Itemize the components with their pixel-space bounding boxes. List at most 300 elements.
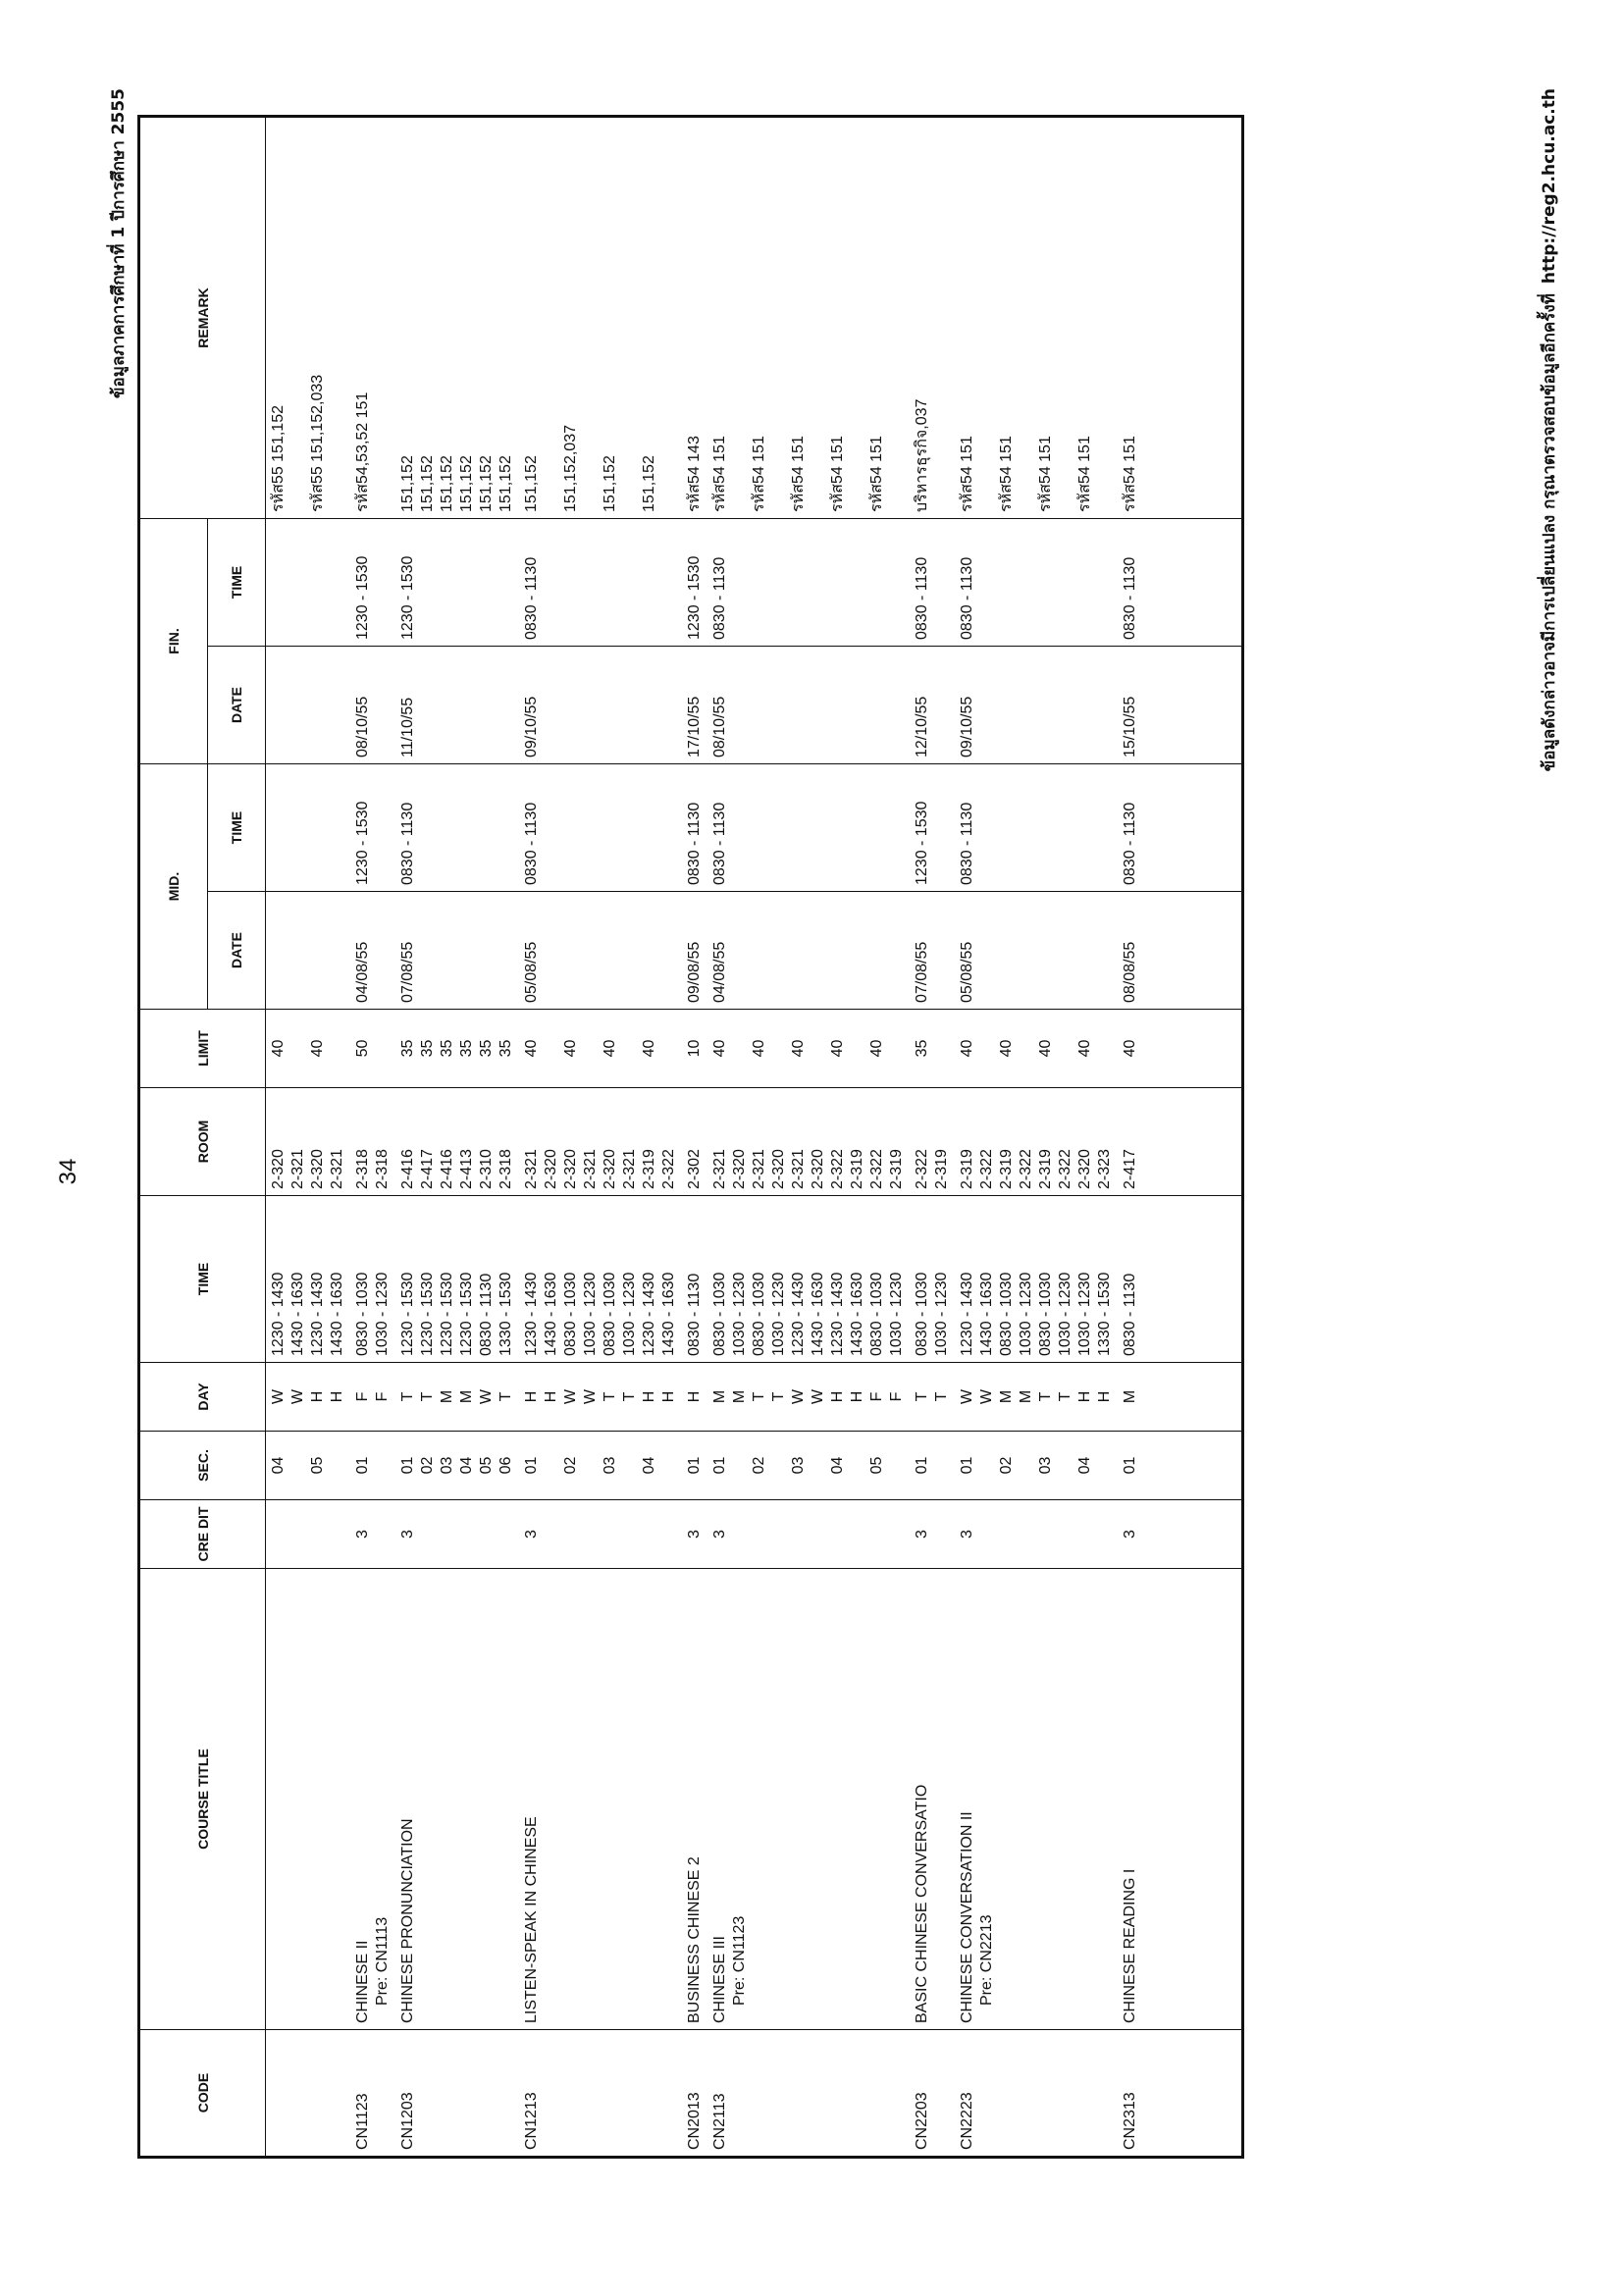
room-line: 2-319 bbox=[1037, 1149, 1054, 1189]
course-title-text: CHINESE II bbox=[354, 1940, 371, 2023]
section-line: 04 bbox=[458, 1456, 475, 1475]
course-title-text: BUSINESS CHINESE 2 bbox=[686, 1856, 703, 2023]
section-line: 02 bbox=[998, 1456, 1015, 1475]
remark bbox=[910, 116, 955, 518]
limit-line bbox=[977, 1016, 997, 1081]
limit bbox=[682, 1010, 707, 1088]
remark bbox=[519, 116, 682, 518]
class-time-line: 1430 - 1630 bbox=[329, 1272, 345, 1356]
course-row bbox=[395, 116, 519, 2157]
remark-line: 151,152 bbox=[439, 455, 455, 512]
room-line: 2-320 bbox=[309, 1149, 326, 1189]
mid-time bbox=[1118, 764, 1243, 892]
remark bbox=[955, 116, 1118, 518]
room-line: 2-319 bbox=[888, 1149, 905, 1189]
section-line: 01 bbox=[686, 1456, 703, 1475]
limit bbox=[350, 1010, 395, 1088]
class-time-line: 1230 - 1430 bbox=[523, 1272, 540, 1356]
section-line bbox=[977, 1437, 997, 1493]
class-time-line: 0830 - 1030 bbox=[562, 1272, 579, 1356]
credit bbox=[395, 1500, 519, 1569]
credit bbox=[682, 1500, 707, 1569]
room-line: 2-321 bbox=[621, 1149, 638, 1189]
day-line: H bbox=[543, 1390, 559, 1403]
day-line: T bbox=[621, 1391, 638, 1402]
remark-line bbox=[659, 124, 679, 512]
fin-time-text: 0830 - 1130 bbox=[711, 556, 728, 640]
credit-text: 3 bbox=[399, 1530, 416, 1539]
limit-line: 40 bbox=[1037, 1039, 1054, 1058]
class-time bbox=[682, 1196, 707, 1363]
limit bbox=[395, 1010, 519, 1088]
day-line: W bbox=[582, 1388, 599, 1405]
day-line: T bbox=[419, 1391, 436, 1402]
credit bbox=[266, 1500, 351, 1569]
room bbox=[266, 1088, 351, 1196]
course-title-text: BASIC CHINESE CONVERSATIO bbox=[914, 1784, 930, 2023]
prerequisite-text: Pre: CN1123 bbox=[731, 1915, 748, 2006]
header-limit: LIMIT bbox=[139, 1010, 266, 1088]
course-title bbox=[955, 1569, 1118, 2030]
mid-date bbox=[350, 892, 395, 1010]
class-time-line: 1030 - 1230 bbox=[770, 1272, 787, 1356]
header-time: TIME bbox=[139, 1196, 266, 1363]
fin-time bbox=[682, 518, 707, 646]
section-line: 02 bbox=[751, 1456, 767, 1475]
fin-date-text: 11/10/55 bbox=[399, 697, 416, 757]
day-line: T bbox=[751, 1391, 767, 1402]
section-line: 06 bbox=[497, 1456, 514, 1475]
mid-time bbox=[707, 764, 910, 892]
limit-line: 40 bbox=[711, 1039, 728, 1058]
fin-date-text: 08/10/55 bbox=[711, 696, 728, 757]
fin-date bbox=[1118, 647, 1243, 764]
section-line: 05 bbox=[309, 1456, 326, 1475]
class-time bbox=[350, 1196, 395, 1363]
limit-line: 40 bbox=[641, 1039, 657, 1058]
day-line: M bbox=[998, 1389, 1015, 1404]
class-time-line: 1430 - 1630 bbox=[289, 1272, 306, 1356]
fin-time bbox=[350, 518, 395, 646]
course-title bbox=[266, 1569, 351, 2030]
day-line: F bbox=[374, 1391, 391, 1402]
credit-text: 3 bbox=[686, 1530, 703, 1539]
course-title-text: LISTEN-SPEAK IN CHINESE bbox=[523, 1816, 540, 2023]
day-line: H bbox=[1096, 1390, 1113, 1403]
course-rows bbox=[266, 116, 1243, 2157]
credit bbox=[955, 1500, 1118, 1569]
day-line: W bbox=[790, 1388, 807, 1405]
remark-line: รหัส54,53,52 151 bbox=[354, 391, 371, 512]
mid-time-text: 1230 - 1530 bbox=[914, 801, 930, 885]
course-code bbox=[955, 2030, 1118, 2158]
class-time-line: 1230 - 1430 bbox=[959, 1272, 975, 1356]
fin-time-text bbox=[269, 525, 288, 640]
remark-line: 151,152,037 bbox=[562, 425, 579, 512]
remark bbox=[682, 116, 707, 518]
class-time-line: 1430 - 1630 bbox=[543, 1272, 559, 1356]
room-line: 2-320 bbox=[770, 1149, 787, 1189]
mid-time-text: 0830 - 1130 bbox=[523, 802, 540, 885]
limit-line: 40 bbox=[1076, 1039, 1093, 1058]
room-line: 2-323 bbox=[1096, 1149, 1113, 1189]
course-title bbox=[1118, 1569, 1243, 2030]
course-title-text: CHINESE CONVERSATION II bbox=[959, 1811, 975, 2023]
mid-date bbox=[266, 892, 351, 1010]
room bbox=[910, 1088, 955, 1196]
section-line: 02 bbox=[562, 1456, 579, 1475]
room bbox=[350, 1088, 395, 1196]
section-line bbox=[1017, 1437, 1036, 1493]
limit bbox=[1118, 1010, 1243, 1088]
remark-line: รหัส54 151 bbox=[868, 436, 885, 512]
room-line: 2-320 bbox=[270, 1149, 287, 1189]
room-line: 2-302 bbox=[686, 1149, 703, 1189]
limit-line: 40 bbox=[959, 1039, 975, 1058]
day-line: M bbox=[731, 1389, 748, 1404]
course-title bbox=[519, 1569, 682, 2030]
fin-time bbox=[519, 518, 682, 646]
limit bbox=[707, 1010, 910, 1088]
room bbox=[395, 1088, 519, 1196]
day-line: W bbox=[978, 1388, 995, 1405]
section-line: 04 bbox=[270, 1456, 287, 1475]
section-line bbox=[809, 1437, 828, 1493]
class-time-line: 1030 - 1230 bbox=[621, 1272, 638, 1356]
day bbox=[682, 1363, 707, 1432]
limit-line: 40 bbox=[829, 1039, 846, 1058]
room-line: 2-320 bbox=[1076, 1149, 1093, 1189]
prerequisite-text: Pre: CN2213 bbox=[978, 1914, 995, 2006]
limit-line: 40 bbox=[270, 1039, 287, 1058]
limit-line: 40 bbox=[1122, 1039, 1138, 1058]
remark-line: รหัส54 151 bbox=[1037, 436, 1054, 512]
mid-time bbox=[519, 764, 682, 892]
remark bbox=[266, 116, 351, 518]
room-line: 2-322 bbox=[978, 1149, 995, 1189]
limit-line bbox=[887, 1016, 907, 1081]
room-line: 2-322 bbox=[1057, 1149, 1073, 1189]
day bbox=[395, 1363, 519, 1432]
room-line: 2-319 bbox=[849, 1149, 865, 1189]
section-line bbox=[542, 1437, 561, 1493]
header-credit: CRE DIT bbox=[139, 1500, 266, 1569]
mid-date-text bbox=[269, 898, 288, 1003]
limit bbox=[266, 1010, 351, 1088]
course-code-text: CN2223 bbox=[959, 2092, 975, 2150]
mid-time bbox=[955, 764, 1118, 892]
day-line: M bbox=[1122, 1389, 1138, 1404]
limit-line: 40 bbox=[602, 1039, 618, 1058]
remark-line: 151,152 bbox=[523, 455, 540, 512]
remark-line: 151,152 bbox=[458, 455, 475, 512]
day-line: F bbox=[888, 1391, 905, 1402]
fin-date bbox=[395, 647, 519, 764]
remark-line: บริหารธุรกิจ,037 bbox=[914, 398, 930, 512]
room-line: 2-417 bbox=[1122, 1149, 1138, 1189]
day-line: H bbox=[829, 1390, 846, 1403]
section-line bbox=[581, 1437, 601, 1493]
limit-line: 35 bbox=[914, 1039, 930, 1058]
limit-line bbox=[730, 1016, 750, 1081]
course-code bbox=[395, 2030, 519, 2158]
mid-date bbox=[519, 892, 682, 1010]
course-code-text: CN1213 bbox=[523, 2092, 540, 2150]
room-line: 2-321 bbox=[711, 1149, 728, 1189]
limit-line: 35 bbox=[439, 1039, 455, 1058]
remark-line bbox=[977, 124, 997, 512]
day bbox=[350, 1363, 395, 1432]
header-fin: FIN. bbox=[139, 518, 208, 763]
room bbox=[519, 1088, 682, 1196]
fin-date-text: 12/10/55 bbox=[914, 696, 930, 757]
course-row bbox=[910, 116, 955, 2157]
section-line bbox=[328, 1437, 347, 1493]
remark-line: รหัส54 151 bbox=[829, 436, 846, 512]
course-code bbox=[350, 2030, 395, 2158]
remark-line bbox=[769, 124, 789, 512]
mid-date bbox=[910, 892, 955, 1010]
credit-text: 3 bbox=[523, 1530, 540, 1539]
course-schedule-table bbox=[137, 115, 1244, 2159]
room-line: 2-322 bbox=[829, 1149, 846, 1189]
section bbox=[955, 1432, 1118, 1500]
class-time bbox=[519, 1196, 682, 1363]
limit-line: 40 bbox=[751, 1039, 767, 1058]
class-time-line: 1230 - 1530 bbox=[439, 1272, 455, 1356]
day-line: H bbox=[523, 1390, 540, 1403]
day bbox=[707, 1363, 910, 1432]
mid-time-text: 1230 - 1530 bbox=[354, 801, 371, 885]
remark-line bbox=[730, 124, 750, 512]
section-line bbox=[1056, 1437, 1075, 1493]
day bbox=[266, 1363, 351, 1432]
course-code-text: CN2313 bbox=[1122, 2092, 1138, 2150]
mid-time-text: 0830 - 1130 bbox=[711, 802, 728, 885]
header-room: ROOM bbox=[139, 1088, 266, 1196]
limit-line: 35 bbox=[399, 1039, 416, 1058]
remark-line bbox=[1095, 124, 1115, 512]
fin-time-text: 0830 - 1130 bbox=[914, 556, 930, 640]
mid-date bbox=[1118, 892, 1243, 1010]
limit-line bbox=[581, 1016, 601, 1081]
fin-date-text: 17/10/55 bbox=[686, 696, 703, 757]
section-line: 04 bbox=[641, 1456, 657, 1475]
document-header bbox=[105, 88, 131, 2159]
room-line: 2-318 bbox=[497, 1149, 514, 1189]
section-line: 03 bbox=[439, 1456, 455, 1475]
class-time-line: 0830 - 1030 bbox=[751, 1272, 767, 1356]
mid-date-text: 07/08/55 bbox=[914, 941, 930, 1003]
remark-line: รหัส54 151 bbox=[1122, 436, 1138, 512]
room-line: 2-318 bbox=[374, 1149, 391, 1189]
header-mid-time: TIME bbox=[208, 764, 266, 892]
class-time-line: 1030 - 1230 bbox=[1057, 1272, 1073, 1356]
class-time-line: 1230 - 1430 bbox=[641, 1272, 657, 1356]
credit bbox=[1118, 1500, 1243, 1569]
room-line: 2-319 bbox=[641, 1149, 657, 1189]
course-code bbox=[519, 2030, 682, 2158]
course-title-text: CHINESE PRONUNCIATION bbox=[399, 1818, 416, 2023]
limit-line bbox=[769, 1016, 789, 1081]
mid-time bbox=[910, 764, 955, 892]
section bbox=[707, 1432, 910, 1500]
room-line: 2-320 bbox=[562, 1149, 579, 1189]
class-time-line: 0830 - 1130 bbox=[1122, 1273, 1138, 1356]
limit bbox=[910, 1010, 955, 1088]
fin-date bbox=[955, 647, 1118, 764]
course-code-text: CN1123 bbox=[354, 2093, 371, 2150]
remark-line: รหัส54 151 bbox=[711, 436, 728, 512]
room-line: 2-417 bbox=[419, 1149, 436, 1189]
room-line: 2-320 bbox=[602, 1149, 618, 1189]
header-code: CODE bbox=[139, 2030, 266, 2158]
day-line: W bbox=[270, 1388, 287, 1405]
class-time-line: 0830 - 1030 bbox=[914, 1272, 930, 1356]
class-time-line: 1230 - 1530 bbox=[458, 1272, 475, 1356]
day bbox=[955, 1363, 1118, 1432]
room-line: 2-322 bbox=[1018, 1149, 1034, 1189]
room-line: 2-318 bbox=[354, 1149, 371, 1189]
course-code bbox=[910, 2030, 955, 2158]
remark-line: 151,152 bbox=[497, 455, 514, 512]
class-time-line: 1230 - 1530 bbox=[399, 1272, 416, 1356]
fin-time bbox=[1118, 518, 1243, 646]
room-line: 2-321 bbox=[790, 1149, 807, 1189]
limit-line bbox=[288, 1016, 308, 1081]
fin-time bbox=[266, 518, 351, 646]
class-time-line: 1330 - 1530 bbox=[497, 1272, 514, 1356]
remark bbox=[1118, 116, 1243, 518]
class-time-line: 0830 - 1130 bbox=[478, 1273, 495, 1356]
footer-url[interactable]: http://reg2.hcu.ac.th bbox=[1540, 88, 1559, 285]
room bbox=[707, 1088, 910, 1196]
limit-line bbox=[620, 1016, 640, 1081]
class-time-line: 0830 - 1030 bbox=[998, 1272, 1015, 1356]
course-code bbox=[266, 2030, 351, 2158]
header-day: DAY bbox=[139, 1363, 266, 1432]
course-code-text: CN2113 bbox=[711, 2093, 728, 2150]
day-line: T bbox=[602, 1391, 618, 1402]
class-time bbox=[955, 1196, 1118, 1363]
remark-line bbox=[1056, 124, 1075, 512]
day-line: H bbox=[641, 1390, 657, 1403]
credit-text: 3 bbox=[914, 1530, 930, 1539]
fin-date-text: 09/10/55 bbox=[523, 696, 540, 757]
class-time bbox=[1118, 1196, 1243, 1363]
class-time-line: 1230 - 1430 bbox=[309, 1272, 326, 1356]
section-line: 01 bbox=[523, 1456, 540, 1475]
limit-line: 40 bbox=[523, 1039, 540, 1058]
day-line: H bbox=[660, 1390, 677, 1403]
credit-text: 3 bbox=[354, 1530, 371, 1539]
remark bbox=[350, 116, 395, 518]
document-footer bbox=[1536, 88, 1562, 2159]
room-line: 2-320 bbox=[810, 1149, 826, 1189]
remark-line: รหัส54 151 bbox=[790, 436, 807, 512]
section-line: 01 bbox=[1122, 1456, 1138, 1475]
course-title-text: CHINESE III bbox=[711, 1936, 728, 2023]
room-line: 2-322 bbox=[868, 1149, 885, 1189]
limit-line: 40 bbox=[868, 1039, 885, 1058]
remark-line bbox=[542, 124, 561, 512]
course-title bbox=[707, 1569, 910, 2030]
class-time-line: 1230 - 1430 bbox=[270, 1272, 287, 1356]
course-row bbox=[955, 116, 1118, 2157]
room-line: 2-310 bbox=[478, 1149, 495, 1189]
day-line: M bbox=[439, 1389, 455, 1404]
header-mid-date: DATE bbox=[208, 892, 266, 1010]
header-fin-time: TIME bbox=[208, 518, 266, 646]
room-line: 2-319 bbox=[933, 1149, 950, 1189]
credit bbox=[707, 1500, 910, 1569]
class-time-line: 1030 - 1230 bbox=[374, 1272, 391, 1356]
remark bbox=[395, 116, 519, 518]
limit-line bbox=[1095, 1016, 1115, 1081]
day-line: H bbox=[329, 1390, 345, 1403]
fin-date-text bbox=[269, 652, 288, 757]
limit-line: 35 bbox=[478, 1039, 495, 1058]
section-line: 05 bbox=[478, 1456, 495, 1475]
room-line: 2-321 bbox=[523, 1149, 540, 1189]
day-line: F bbox=[354, 1391, 371, 1402]
remark-line bbox=[1017, 124, 1036, 512]
limit-line: 35 bbox=[419, 1039, 436, 1058]
course-title bbox=[910, 1569, 955, 2030]
header-remark: REMARK bbox=[139, 116, 266, 518]
mid-time bbox=[266, 764, 351, 892]
fin-date bbox=[350, 647, 395, 764]
room-line: 2-322 bbox=[914, 1149, 930, 1189]
day-line: M bbox=[458, 1389, 475, 1404]
room-line: 2-321 bbox=[289, 1149, 306, 1189]
class-time bbox=[266, 1196, 351, 1363]
course-code-text: CN2013 bbox=[686, 2092, 703, 2150]
remark-line: รหัส55 151,152,033 bbox=[309, 374, 326, 512]
class-time-line: 1330 - 1530 bbox=[1096, 1272, 1113, 1356]
header-sec: SEC. bbox=[139, 1432, 266, 1500]
remark-line bbox=[848, 124, 867, 512]
day-line: T bbox=[399, 1391, 416, 1402]
section-line bbox=[730, 1437, 750, 1493]
course-row bbox=[350, 116, 395, 2157]
course-code-text: CN1203 bbox=[399, 2092, 416, 2150]
section-line: 01 bbox=[399, 1456, 416, 1475]
limit-line: 40 bbox=[562, 1039, 579, 1058]
fin-time-text: 0830 - 1130 bbox=[1122, 556, 1138, 640]
section bbox=[910, 1432, 955, 1500]
section-line: 01 bbox=[914, 1456, 930, 1475]
credit bbox=[519, 1500, 682, 1569]
section-line bbox=[932, 1437, 952, 1493]
fin-date-text: 15/10/55 bbox=[1122, 696, 1138, 757]
section-line bbox=[848, 1437, 867, 1493]
course-code bbox=[707, 2030, 910, 2158]
room-line: 2-413 bbox=[458, 1149, 475, 1189]
mid-date-text: 07/08/55 bbox=[399, 941, 416, 1003]
section-line: 04 bbox=[829, 1456, 846, 1475]
remark-line bbox=[932, 124, 952, 512]
class-time-line: 1430 - 1630 bbox=[660, 1272, 677, 1356]
limit-line bbox=[848, 1016, 867, 1081]
section bbox=[519, 1432, 682, 1500]
mid-date bbox=[682, 892, 707, 1010]
credit-text: 3 bbox=[1122, 1530, 1138, 1539]
credit bbox=[910, 1500, 955, 1569]
section-line: 03 bbox=[1037, 1456, 1054, 1475]
remark-line: รหัส54 151 bbox=[998, 436, 1015, 512]
credit-text: 3 bbox=[959, 1530, 975, 1539]
